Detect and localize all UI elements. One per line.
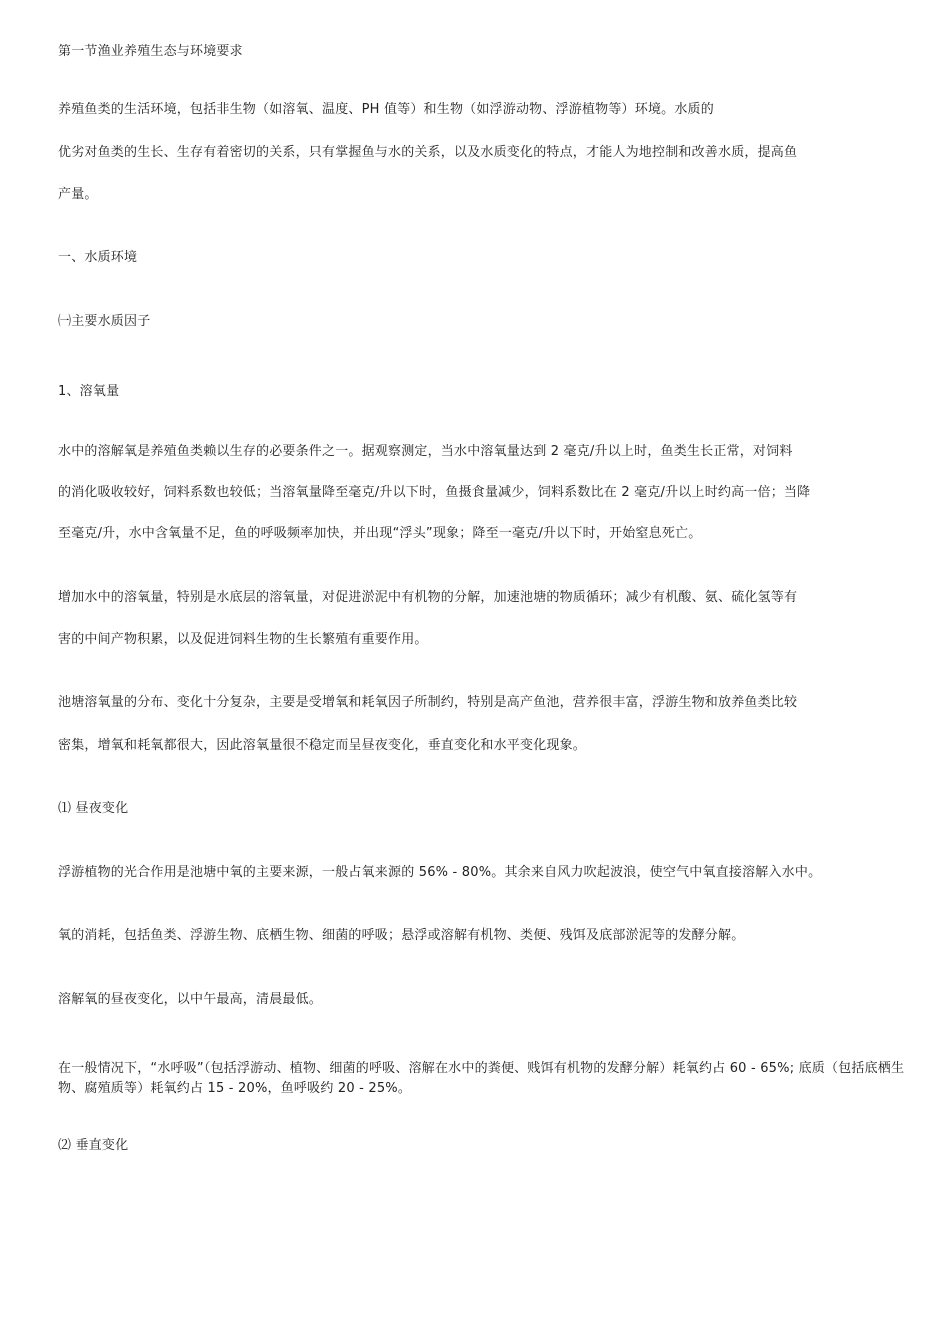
intro-line-3: 产量。 <box>58 187 98 202</box>
oxygen-paragraph-line-2: 的消化吸收较好，饲料系数也较低；当溶氧量降至毫克/升以下时，鱼摄食量减少，饲料系数比在 2 毫克/升以上时约高一倍；当降 <box>58 485 811 500</box>
distribution-paragraph-line-2: 密集，增氧和耗氧都很大，因此溶氧量很不稳定而呈昼夜变化，垂直变化和水平变化现象。 <box>58 738 587 753</box>
increase-paragraph-line-1: 增加水中的溶氧量，特别是水底层的溶氧量，对促进淤泥中有机物的分解，加速池塘的物质循环；减少有机酸、氨、硫化氢等有 <box>58 590 798 605</box>
distribution-paragraph-line-1: 池塘溶氧量的分布、变化十分复杂，主要是受增氧和耗氧因子所制约，特别是高产鱼池，营养很丰富，浮游生物和放养鱼类比较 <box>58 695 798 710</box>
document-title: 第一节渔业养殖生态与环境要求 <box>58 44 243 59</box>
intro-line-1: 养殖鱼类的生活环境，包括非生物（如溶氧、温度、PH 值等）和生物（如浮游动物、浮游植物等）环境。水质的 <box>58 102 714 117</box>
daynight-heading: ⑴ 昼夜变化 <box>58 801 129 816</box>
section-heading: 一、水质环境 <box>58 250 138 265</box>
item-heading-dissolved-oxygen: 1、溶氧量 <box>58 384 120 399</box>
increase-paragraph-line-2: 害的中间产物积累，以及促进饲料生物的生长繁殖有重要作用。 <box>58 632 428 647</box>
subsection-heading: ㈠主要水质因子 <box>58 314 151 329</box>
oxygen-consumption-paragraph: 氧的消耗，包括鱼类、浮游生物、底栖生物、细菌的呼吸；悬浮或溶解有机物、类便、残饵及底部淤泥等的发酵分解。 <box>58 928 745 943</box>
intro-line-2: 优劣对鱼类的生长、生存有着密切的关系，只有掌握鱼与水的关系，以及水质变化的特点，才能人为地控制和改善水质，提高鱼 <box>58 145 798 160</box>
vertical-change-heading: ⑵ 垂直变化 <box>58 1138 129 1153</box>
oxygen-paragraph-line-3: 至毫克/升，水中含氧量不足，鱼的呼吸频率加快，并出现“浮头”现象；降至一毫克/升以下时，开始窒息死亡。 <box>58 526 702 541</box>
oxygen-source-paragraph: 浮游植物的光合作用是池塘中氧的主要来源，一般占氧来源的 56% - 80%。其余来自风力吹起波浪，使空气中氧直接溶解入水中。 <box>58 865 822 880</box>
oxygen-paragraph-line-1: 水中的溶解氧是养殖鱼类赖以生存的必要条件之一。据观察测定，当水中溶氧量达到 2 毫克/升以上时，鱼类生长正常，对饲料 <box>58 444 793 459</box>
oxygen-peak-paragraph: 溶解氧的昼夜变化，以中午最高，清晨最低。 <box>58 992 323 1007</box>
water-breath-paragraph: 在一般情况下，“水呼吸”（包括浮游动、植物、细菌的呼吸、溶解在水中的粪便、贱饵有机物的发酵分解）耗氧约占 60 - 65%; 底质（包括底栖生物、腐殖质等）耗氧约占 15 - 20%，鱼呼吸约 20 - 25%。 <box>58 1061 905 1096</box>
